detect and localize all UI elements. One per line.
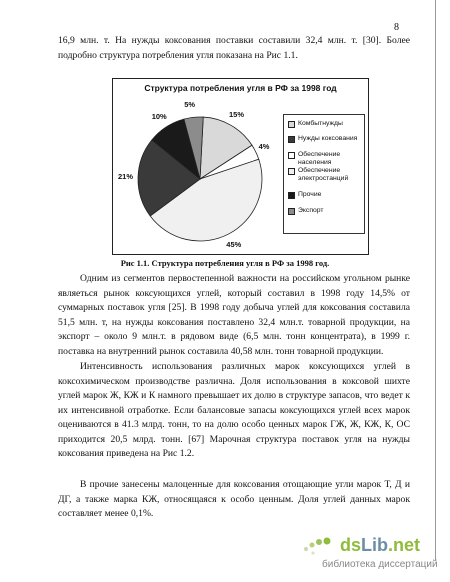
- watermark-logo-suffix: .net: [388, 535, 421, 555]
- legend-label-3: Обеспечение населения: [298, 151, 341, 166]
- legend-swatch-5: [288, 192, 295, 199]
- page-number: 8: [394, 22, 399, 33]
- figure-caption: Рис 1.1. Структура потребления угля в РФ за 1998 год.: [120, 258, 330, 268]
- legend-item-5: [288, 191, 321, 199]
- legend-item-6: [288, 207, 324, 215]
- paragraph-other-grades: В прочие занесены малоценные для коксования отощающие угли марок Т, Д и ДГ, а также марка КЖ, относящаяся к особо ценным. Доля углей данных марок составляет менее 0,1%.: [58, 479, 410, 519]
- watermark: [300, 535, 440, 575]
- legend-swatch-3: [288, 152, 295, 159]
- pie-slice-label-4: 45%: [226, 239, 242, 249]
- watermark-dots-icon: [302, 537, 338, 559]
- legend-label-1: Комбытнужды: [298, 120, 343, 127]
- legend-item-3: [288, 151, 364, 167]
- pie-slice-label-2: 21%: [118, 172, 134, 182]
- watermark-logo-prefix: ds: [340, 535, 362, 555]
- legend-swatch-1: [288, 121, 295, 128]
- pie-slice-label-6: 5%: [184, 100, 196, 110]
- watermark-logo: [340, 535, 420, 556]
- legend-item-4: [288, 167, 364, 183]
- legend-label-4: Обеспечение электростанций: [298, 167, 349, 182]
- paragraph-coking-market: Одним из сегментов первостепенной важности на российском угольном рынке являеться рынок коксующихся углей, который составил в 1998 году 14,5% от суммарных поставок угля [25]. В 1998 году добыча углей для коксования составила 51,5 млн. т, на нужды коксования поставлено 32,4 млн.т. товарной продукции, на экспорт – около 9 млн.т. в рядовом виде (6,5 млн. тонн концентрата), в 1999 г. поставка на внутренний рынок составила 40,58 млн. тонн товарной продукции.: [58, 273, 410, 357]
- pie-slice-label-5: 10%: [151, 111, 167, 121]
- legend-item-1: [288, 120, 343, 128]
- scan-edge: [435, 0, 436, 560]
- paragraph-intro: 16,9 млн. т. На нужды коксования поставки составили 32,4 млн. т. [30]. Более подробно структура потребления угля показана на Рис 1.1.: [58, 35, 410, 61]
- pie-slice-label-1: 15%: [229, 109, 245, 119]
- legend-swatch-6: [288, 208, 295, 215]
- watermark-logo-middle: Lib: [361, 535, 389, 555]
- paragraph-coal-grades: Интенсивность использования различных марок коксующихся углей в коксохимическом производстве различна. Доля использования в коксовой шихте углей марок Ж, КЖ и К намного превышает их долю в структуре запасов, что ведет к их интенсивной отработке. Если балансовые запасы коксующихся углей всех марок оцениваются в 41.3 млрд. тонн, то на долю особо ценных марок ГЖ, Ж, КЖ, К, ОС приходится 20,5 млрд. тонн. [67] Марочная структура поставок угля на нужды коксования приведена на Рис 1.2.: [58, 361, 410, 459]
- watermark-tagline: библиотека диссертаций: [322, 559, 438, 570]
- legend-label-2: Нужды коксования: [298, 135, 358, 142]
- legend-swatch-4: [288, 168, 295, 175]
- pie-chart-figure: [112, 78, 369, 255]
- chart-legend: [283, 114, 365, 234]
- legend-label-6: Экспорт: [298, 207, 324, 214]
- legend-label-5: Прочие: [298, 191, 322, 198]
- legend-item-2: [288, 135, 357, 143]
- legend-swatch-2: [288, 136, 295, 143]
- pie-chart: [113, 79, 283, 254]
- pie-slice-label-3: 4%: [258, 141, 270, 151]
- chart-title: Структура потребления угля в РФ за 1998 год: [144, 83, 337, 93]
